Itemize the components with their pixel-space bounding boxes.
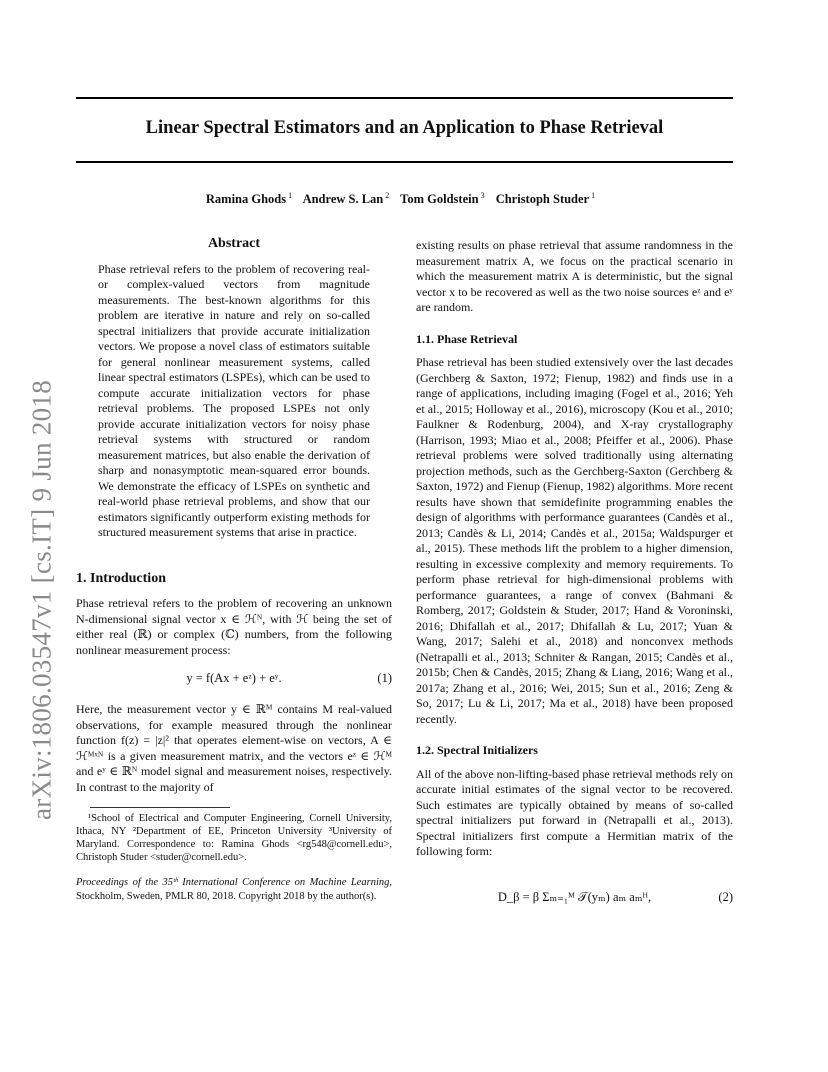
equation-1-body: y = f(Ax + eᶻ) + eʸ. <box>186 671 282 686</box>
subsection-heading-spectral-initializers: 1.2. Spectral Initializers <box>416 743 538 757</box>
arxiv-stamp: arXiv:1806.03547v1 [cs.IT] 9 Jun 2018 <box>26 379 57 821</box>
right-column <box>416 238 733 934</box>
equation-1-number: (1) <box>377 671 392 686</box>
abstract-heading: Abstract <box>207 236 261 251</box>
author-name: Andrew S. Lan <box>302 192 384 207</box>
section-heading-introduction: 1. Introduction <box>76 570 166 586</box>
intro-paragraph: Here, the measurement vector y ∈ ℝᴹ contains M real-valued observations, for example measured through the nonlinear function f(z) = |z|² that operates element-wise on vectors, A ∈ ℋᴹˣᴺ is a given measurement matrix, and the vectors eᶻ ∈ ℋᴹ and eʸ ∈ ℝᴺ model signal and measurement noises, respectively. In contrast to the majority of <box>76 702 392 794</box>
equation-2 <box>416 874 733 922</box>
intro-paragraph: Phase retrieval refers to the problem of recovering an unknown N-dimensional signal vector x ∈ ℋᴺ, with ℋ being the set of either real (ℝ) or complex (ℂ) numbers, from the following nonlinear measurement process: <box>76 596 392 657</box>
author-affiliation: 3 <box>480 191 485 200</box>
title-rule-top <box>76 97 733 99</box>
affiliation-footnote: ¹School of Electrical and Computer Engineering, Cornell University, Ithaca, NY ²Department of EE, Princeton University ³University of Maryland. Correspondence to: Ramina Ghods <rg548@cornell.edu>, Christoph Studer <studer@cornell.edu>. <box>76 813 392 863</box>
equation-2-body: D_β = β Σₘ₌₁ᴹ 𝒯(yₘ) aₘ aₘᴴ, <box>497 889 652 904</box>
abstract-text: Phase retrieval refers to the problem of recovering real- or complex-valued vectors from magnitude measurements. The best-known algorithms for this problem are iterative in nature and rely on so-called spectral initializers that provide accurate initialization vectors. We propose a novel class of estimators suitable for general nonlinear measurement systems, called linear spectral estimators (LSPEs), which can be used to compute accurate initialization vectors for phase retrieval problems. The proposed LSPEs not only provide accurate initialization vectors for noisy phase retrieval systems with structured or random measurement matrices, but also enable the derivation of sharp and nonasymptotic mean-squared error bounds. We demonstrate the efficacy of LSPEs on synthetic and real-world phase retrieval problems, and show that our estimators significantly outperform existing methods for structured measurement systems that arise in practice. <box>98 261 370 539</box>
proceedings-venue: Proceedings of the 35ᵗʰ International Conference on Machine Learning <box>76 877 390 888</box>
equation-2-number: (2) <box>718 889 733 904</box>
title-rule-bottom <box>76 161 733 163</box>
author-name: Ramina Ghods <box>205 192 287 207</box>
author-affiliation: 2 <box>385 191 390 200</box>
author-affiliation: 1 <box>591 191 596 200</box>
paper-title: Linear Spectral Estimators and an Application to Phase Retrieval <box>145 118 664 138</box>
author-name: Tom Goldstein <box>400 192 479 207</box>
proceedings-note <box>76 876 392 903</box>
left-column <box>76 236 392 911</box>
author-name: Christoph Studer <box>495 192 590 207</box>
subsection-heading-phase-retrieval: 1.1. Phase Retrieval <box>416 331 518 346</box>
footnote-rule <box>90 807 230 808</box>
phase-retrieval-paragraph: Phase retrieval has been studied extensively over the last decades (Gerchberg & Saxton, 1972; Fienup, 1982) and finds use in a range of applications, including imaging (Fogel et al., 2016; Yeh et al., 2015; Holloway et al., 2016), microscopy (Kou et al., 2010; Faulkner & Rodenburg, 2004), and X-ray crystallography (Harrison, 1993; Miao et al., 2008; Pfeiffer et al., 2006). Phase retrieval problems were solved traditionally using alternating projection methods, such as the Gerchberg-Saxton (Gerchberg & Saxton, 1972) and Fienup (Fienup, 1982) algorithms. More recent results have shown that semidefinite programming enables the design of algorithms with performance guarantees (Candès et al., 2013; Candès & Li, 2014; Candès et al., 2015a; Waldspurger et al., 2015). These methods lift the problem to a higher dimension, resulting in excessive complexity and memory requirements. To perform phase retrieval for high-dimensional problems with performance guarantees, a range of convex (Bahmani & Romberg, 2017; Goldstein & Studer, 2017; Hand & Voroninski, 2016; Dhifallah et al., 2017; Dhifallah & Lu, 2017; Yuan & Wang, 2017; Salehi et al., 2018) and nonconvex methods (Netrapalli et al., 2013; Schniter & Rangan, 2015; Candès et al., 2015b; Chen & Candès, 2015; Zhang & Liang, 2016; Wang et al., 2017a; Zhang et al., 2016; Wei, 2015; Sun et al., 2016; Zeng & So, 2017; Lu & Li, 2017; Ma et al., 2018) have been proposed recently. <box>416 355 733 726</box>
intro-continuation-paragraph: existing results on phase retrieval that assume randomness in the measurement matrix A, we focus on the practical scenario in which the measurement matrix A is deterministic, but the signal vector x to be recovered as well as the two noise sources eᶻ and eʸ are random. <box>416 238 733 314</box>
author-list <box>76 191 733 207</box>
proceedings-rest: , Stockholm, Sweden, PMLR 80, 2018. Copyright 2018 by the author(s). <box>76 877 392 902</box>
equation-1 <box>76 668 392 690</box>
author-affiliation: 1 <box>288 191 293 200</box>
spectral-initializers-paragraph: All of the above non-lifting-based phase retrieval methods rely on accurate initial estimates of the signal vector to be recovered. Such estimates are typically obtained by means of so-called spectral initializers put forward in (Netrapalli et al., 2013). Spectral initializers first compute a Hermitian matrix of the following form: <box>416 766 733 858</box>
